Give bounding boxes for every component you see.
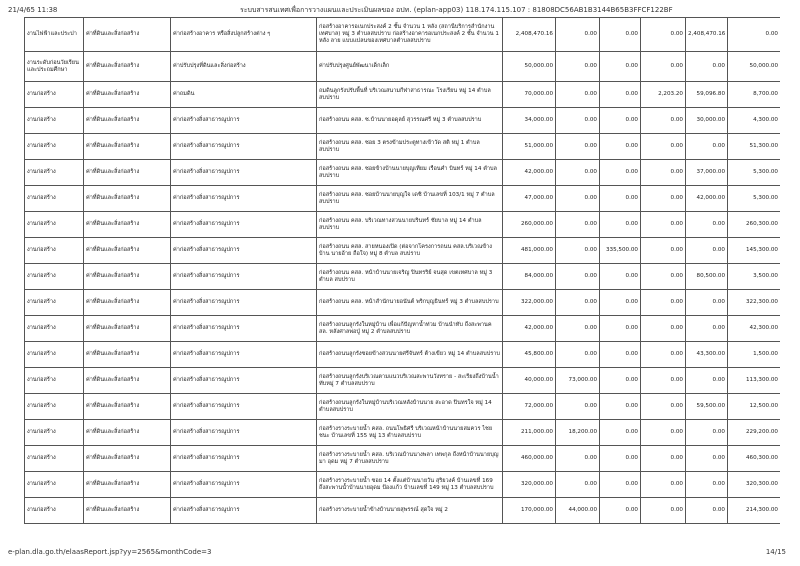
remaining-cell: 3,500.00 [728,264,781,290]
project-description-cell: ก่อสร้างรางระบายน้ำข้างบ้านนายสุพรรณ์ สุดใจ หมู่ 2 [317,498,503,524]
project-description-cell: ก่อสร้างถนน คสล. ซอยบ้านนายบุญใจ เดชิ บ้านเลขที่ 103/1 หมู่ 7 ตำบลสบปราบ [317,186,503,212]
reserved-cell: 2,203.20 [641,82,686,108]
table-row [25,18,781,52]
table-row [25,446,781,472]
transfer-in-cell: 0.00 [556,342,600,368]
expense-category-cell: ค่าที่ดินและสิ่งก่อสร้าง [84,52,171,82]
expense-category-cell: ค่าที่ดินและสิ่งก่อสร้าง [84,134,171,160]
transfer-out-cell: 0.00 [600,498,641,524]
transfer-out-cell: 0.00 [600,290,641,316]
transfer-out-cell: 0.00 [600,160,641,186]
disbursed-cell: 0.00 [686,212,728,238]
reserved-cell: 0.00 [641,52,686,82]
transfer-out-cell: 0.00 [600,446,641,472]
work-plan-cell: งานก่อสร้าง [25,238,84,264]
expense-category-cell: ค่าที่ดินและสิ่งก่อสร้าง [84,368,171,394]
remaining-cell: 1,500.00 [728,342,781,368]
disbursed-cell: 0.00 [686,446,728,472]
project-description-cell: ก่อสร้างถนนลูกรังในหมู่บ้าน เพื่อแก้ปัญหาน้ำท่วม บ้านนำทับ ถึงสะพานคสล. หลังศาลพ่อปู่ หมู่ 2 ตำบลสบปราบ [317,316,503,342]
remaining-cell: 145,300.00 [728,238,781,264]
expense-category-cell: ค่าที่ดินและสิ่งก่อสร้าง [84,264,171,290]
expense-type-cell: ค่าปรับปรุงที่ดินและสิ่งก่อสร้าง [171,52,317,82]
transfer-in-cell: 73,000.00 [556,368,600,394]
budget-amount-cell: 45,800.00 [503,342,556,368]
remaining-cell: 260,300.00 [728,212,781,238]
remaining-cell: 5,300.00 [728,186,781,212]
project-description-cell: ก่อสร้างถนนลูกรังในหมู่บ้านบริเวณหลังบ้านนาย สะอาด ปินทรใจ หมู่ 14 ตำบลสบปราบ [317,394,503,420]
disbursed-cell: 59,096.80 [686,82,728,108]
transfer-out-cell: 0.00 [600,134,641,160]
reserved-cell: 0.00 [641,18,686,52]
remaining-cell: 4,300.00 [728,108,781,134]
expense-type-cell: ค่าก่อสร้างสิ่งสาธารณูปการ [171,160,317,186]
work-plan-cell: งานก่อสร้าง [25,212,84,238]
work-plan-cell: งานก่อสร้าง [25,472,84,498]
budget-amount-cell: 260,000.00 [503,212,556,238]
expense-category-cell: ค่าที่ดินและสิ่งก่อสร้าง [84,290,171,316]
expense-type-cell: ค่าก่อสร้างสิ่งสาธารณูปการ [171,420,317,446]
page-number: 14/15 [765,548,786,556]
project-description-cell: ก่อสร้างถนนลูกรังซอยข้างสวนนายศรีจันทร์ ต้างเขียว หมู่ 14 ตำบลสบปราบ [317,342,503,368]
system-title: ระบบสารสนเทศเพื่อการวางแผนและประเมินผลของ อปท. (eplan-app03) 118.174.115.107 : 81808DC56AB1B3144B65B3FFCF122BF [240,6,673,14]
expense-type-cell: ค่าก่อสร้างสิ่งสาธารณูปการ [171,446,317,472]
transfer-in-cell: 44,000.00 [556,498,600,524]
disbursed-cell: 0.00 [686,316,728,342]
project-description-cell: ก่อสร้างถนน คสล. สายหนองเปิด (ต่อจากโครงการถนน คสล.บริเวณข้างบ้าน นายอ้าย ถือใจ) หมู่ 8 ตำบล สบปราบ [317,238,503,264]
work-plan-cell: งานก่อสร้าง [25,446,84,472]
project-description-cell: ถมดินลูกรังปรับพื้นที่ บริเวณสนามกีฬาสาธารณะ โรงเรียน หมู่ 14 ตำบล สบปราบ [317,82,503,108]
reserved-cell: 0.00 [641,446,686,472]
transfer-out-cell: 0.00 [600,472,641,498]
transfer-out-cell: 0.00 [600,316,641,342]
transfer-in-cell: 0.00 [556,290,600,316]
expense-category-cell: ค่าที่ดินและสิ่งก่อสร้าง [84,420,171,446]
expense-type-cell: ค่าก่อสร้างสิ่งสาธารณูปการ [171,264,317,290]
table-row [25,264,781,290]
page-footer [8,546,786,558]
disbursed-cell: 0.00 [686,368,728,394]
remaining-cell: 322,300.00 [728,290,781,316]
budget-amount-cell: 460,000.00 [503,446,556,472]
transfer-out-cell: 0.00 [600,264,641,290]
transfer-out-cell: 0.00 [600,212,641,238]
project-description-cell: ก่อสร้างถนน คสล. ซอยข้างบ้านนายบุญเทียม เรือนคำ บินทร์ หมู่ 14 ตำบลสบปราบ [317,160,503,186]
remaining-cell: 12,500.00 [728,394,781,420]
work-plan-cell: งานระดับก่อนวัยเรียนและประถมศึกษา [25,52,84,82]
transfer-in-cell: 0.00 [556,18,600,52]
table-row [25,498,781,524]
expense-category-cell: ค่าที่ดินและสิ่งก่อสร้าง [84,108,171,134]
reserved-cell: 0.00 [641,134,686,160]
disbursed-cell: 37,000.00 [686,160,728,186]
transfer-out-cell: 0.00 [600,420,641,446]
transfer-in-cell: 0.00 [556,264,600,290]
budget-amount-cell: 42,000.00 [503,160,556,186]
remaining-cell: 320,300.00 [728,472,781,498]
disbursed-cell: 0.00 [686,472,728,498]
reserved-cell: 0.00 [641,186,686,212]
disbursed-cell: 43,300.00 [686,342,728,368]
expense-type-cell: ค่าก่อสร้างสิ่งสาธารณูปการ [171,108,317,134]
remaining-cell: 214,300.00 [728,498,781,524]
expense-category-cell: ค่าที่ดินและสิ่งก่อสร้าง [84,316,171,342]
transfer-out-cell: 0.00 [600,108,641,134]
expense-type-cell: ค่าก่อสร้างสิ่งสาธารณูปการ [171,238,317,264]
transfer-out-cell: 0.00 [600,342,641,368]
expense-category-cell: ค่าที่ดินและสิ่งก่อสร้าง [84,238,171,264]
transfer-in-cell: 0.00 [556,394,600,420]
transfer-in-cell: 0.00 [556,52,600,82]
reserved-cell: 0.00 [641,212,686,238]
table-row [25,290,781,316]
budget-amount-cell: 2,408,470.16 [503,18,556,52]
work-plan-cell: งานก่อสร้าง [25,368,84,394]
remaining-cell: 50,000.00 [728,52,781,82]
budget-amount-cell: 51,000.00 [503,134,556,160]
print-datetime: 21/4/65 11:38 [8,6,58,14]
table-row [25,160,781,186]
project-description-cell: ค่าปรับปรุงศูนย์พัฒนาเด็กเล็ก [317,52,503,82]
expense-category-cell: ค่าที่ดินและสิ่งก่อสร้าง [84,82,171,108]
disbursed-cell: 0.00 [686,134,728,160]
project-description-cell: ก่อสร้างถนน คสล. หน้าบ้านนายเจริญ ปินทรริย์ จนสุด เขตเทศบาล หมู่ 3 ตำบล สบปราบ [317,264,503,290]
work-plan-cell: งานก่อสร้าง [25,316,84,342]
project-description-cell: ก่อสร้างอาคารอเนกประสงค์ 2 ชั้น จำนวน 1 หลัง (สถานีบริการสำนักงานเทศบาล) หมู่ 3 ตำบลสบปราบ ก่อสร้างอาคารอเนกประสงค์ 2 ชั้น จำนวน 1 หลัง ลาย แบบแปลนของเทศบาลตำบลสบปราบ [317,18,503,52]
report-table-container [24,17,780,544]
budget-amount-cell: 211,000.00 [503,420,556,446]
transfer-in-cell: 0.00 [556,108,600,134]
table-row [25,212,781,238]
expense-category-cell: ค่าที่ดินและสิ่งก่อสร้าง [84,18,171,52]
table-body [25,18,781,524]
budget-amount-cell: 84,000.00 [503,264,556,290]
expense-type-cell: ค่าก่อสร้างสิ่งสาธารณูปการ [171,316,317,342]
work-plan-cell: งานก่อสร้าง [25,264,84,290]
reserved-cell: 0.00 [641,290,686,316]
transfer-in-cell: 0.00 [556,316,600,342]
work-plan-cell: งานก่อสร้าง [25,498,84,524]
project-description-cell: ก่อสร้างถนน คสล. ซ.บ้านนายอดุลย์ สุวรรณศรี หมู่ 3 ตำบลสบปราบ [317,108,503,134]
disbursed-cell: 0.00 [686,238,728,264]
remaining-cell: 51,300.00 [728,134,781,160]
expense-type-cell: ค่าก่อสร้างสิ่งสาธารณูปการ [171,368,317,394]
transfer-in-cell: 0.00 [556,186,600,212]
work-plan-cell: งานก่อสร้าง [25,82,84,108]
expense-type-cell: ค่าก่อสร้างสิ่งสาธารณูปการ [171,342,317,368]
reserved-cell: 0.00 [641,498,686,524]
page-url: e-plan.dla.go.th/elaasReport.jsp?yy=2565&monthCode=3 [8,548,212,556]
expense-category-cell: ค่าที่ดินและสิ่งก่อสร้าง [84,186,171,212]
table-row [25,108,781,134]
expense-category-cell: ค่าที่ดินและสิ่งก่อสร้าง [84,342,171,368]
remaining-cell: 113,300.00 [728,368,781,394]
work-plan-cell: งานก่อสร้าง [25,108,84,134]
remaining-cell: 42,300.00 [728,316,781,342]
expense-type-cell: ค่าก่อสร้างสิ่งสาธารณูปการ [171,472,317,498]
remaining-cell: 460,300.00 [728,446,781,472]
reserved-cell: 0.00 [641,238,686,264]
disbursed-cell: 42,000.00 [686,186,728,212]
expense-type-cell: ค่าก่อสร้างสิ่งสาธารณูปการ [171,290,317,316]
expense-category-cell: ค่าที่ดินและสิ่งก่อสร้าง [84,446,171,472]
table-row [25,420,781,446]
budget-amount-cell: 47,000.00 [503,186,556,212]
transfer-out-cell: 0.00 [600,18,641,52]
budget-amount-cell: 322,000.00 [503,290,556,316]
work-plan-cell: งานไฟฟ้าและประปา [25,18,84,52]
disbursed-cell: 80,500.00 [686,264,728,290]
transfer-in-cell: 0.00 [556,446,600,472]
transfer-in-cell: 0.00 [556,134,600,160]
budget-amount-cell: 50,000.00 [503,52,556,82]
table-row [25,134,781,160]
expense-type-cell: ค่าถมดิน [171,82,317,108]
table-row [25,238,781,264]
transfer-in-cell: 0.00 [556,82,600,108]
budget-amount-cell: 320,000.00 [503,472,556,498]
table-row [25,52,781,82]
remaining-cell: 5,300.00 [728,160,781,186]
work-plan-cell: งานก่อสร้าง [25,420,84,446]
expense-type-cell: ค่าก่อสร้างสิ่งสาธารณูปการ [171,498,317,524]
disbursed-cell: 0.00 [686,420,728,446]
table-row [25,472,781,498]
reserved-cell: 0.00 [641,368,686,394]
work-plan-cell: งานก่อสร้าง [25,186,84,212]
disbursed-cell: 2,408,470.16 [686,18,728,52]
table-row [25,394,781,420]
expense-type-cell: ค่าก่อสร้างอาคาร หรือสิ่งปลูกสร้างต่าง ๆ [171,18,317,52]
reserved-cell: 0.00 [641,342,686,368]
remaining-cell: 8,700.00 [728,82,781,108]
table-row [25,342,781,368]
expense-type-cell: ค่าก่อสร้างสิ่งสาธารณูปการ [171,212,317,238]
expense-category-cell: ค่าที่ดินและสิ่งก่อสร้าง [84,498,171,524]
transfer-out-cell: 0.00 [600,368,641,394]
project-description-cell: ก่อสร้างรางระบายน้ำ ซอย 14 ตั้งแต่บ้านนายวัน สุริยวงค์ บ้านเลขที่ 169 ถึงสะพานน้ำบ้านนายอุดม ป้องแก้ว บ้านเลขที่ 149 หมู่ 13 ตำบลสบปราบ [317,472,503,498]
transfer-in-cell: 0.00 [556,212,600,238]
reserved-cell: 0.00 [641,394,686,420]
project-description-cell: ก่อสร้างรางระบายน้ำ คสล. ถนนโพธิศรี บริเวณหน้าบ้านนายสมควร ไชยชนะ บ้านเลขที่ 155 หมู่ 13 ตำบลสบปราบ [317,420,503,446]
transfer-in-cell: 0.00 [556,160,600,186]
transfer-out-cell: 0.00 [600,394,641,420]
reserved-cell: 0.00 [641,472,686,498]
disbursed-cell: 0.00 [686,498,728,524]
transfer-in-cell: 0.00 [556,238,600,264]
reserved-cell: 0.00 [641,264,686,290]
budget-amount-cell: 34,000.00 [503,108,556,134]
expense-category-cell: ค่าที่ดินและสิ่งก่อสร้าง [84,212,171,238]
work-plan-cell: งานก่อสร้าง [25,134,84,160]
table-row [25,82,781,108]
project-description-cell: ก่อสร้างรางระบายน้ำ คสล. บริเวณบ้านนางพลา เทพกุล ถึงหน้าบ้านนายบุญมา อุดม หมู่ 7 ตำบลสบปราบ [317,446,503,472]
table-row [25,186,781,212]
project-description-cell: ก่อสร้างถนน คสล. ซอย 3 ตรงข้ามประตูทางเข้าวัด สติ หมู่ 1 ตำบลสบปราบ [317,134,503,160]
work-plan-cell: งานก่อสร้าง [25,160,84,186]
work-plan-cell: งานก่อสร้าง [25,290,84,316]
work-plan-cell: งานก่อสร้าง [25,394,84,420]
expense-category-cell: ค่าที่ดินและสิ่งก่อสร้าง [84,394,171,420]
budget-report-table [24,17,780,524]
project-description-cell: ก่อสร้างถนนลูกรังบริเวณตามแนวบริเวณสะพานวังทราย - สะเรียงถึงบ้านน้ำทับหมู่ 7 ตำบลสบปราบ [317,368,503,394]
table-row [25,368,781,394]
transfer-out-cell: 0.00 [600,186,641,212]
budget-amount-cell: 170,000.00 [503,498,556,524]
expense-type-cell: ค่าก่อสร้างสิ่งสาธารณูปการ [171,134,317,160]
table-row [25,316,781,342]
budget-amount-cell: 481,000.00 [503,238,556,264]
disbursed-cell: 0.00 [686,290,728,316]
transfer-in-cell: 0.00 [556,472,600,498]
reserved-cell: 0.00 [641,160,686,186]
expense-type-cell: ค่าก่อสร้างสิ่งสาธารณูปการ [171,394,317,420]
reserved-cell: 0.00 [641,108,686,134]
reserved-cell: 0.00 [641,420,686,446]
budget-amount-cell: 42,000.00 [503,316,556,342]
budget-amount-cell: 40,000.00 [503,368,556,394]
expense-category-cell: ค่าที่ดินและสิ่งก่อสร้าง [84,472,171,498]
remaining-cell: 0.00 [728,18,781,52]
project-description-cell: ก่อสร้างถนน คสล. หน้าสำนักนายอนันต์ พริกบุญธินทร์ หมู่ 3 ตำบลสบปราบ [317,290,503,316]
expense-category-cell: ค่าที่ดินและสิ่งก่อสร้าง [84,160,171,186]
transfer-in-cell: 18,200.00 [556,420,600,446]
transfer-out-cell: 0.00 [600,52,641,82]
page-header [8,4,792,16]
disbursed-cell: 30,000.00 [686,108,728,134]
work-plan-cell: งานก่อสร้าง [25,342,84,368]
budget-amount-cell: 70,000.00 [503,82,556,108]
project-description-cell: ก่อสร้างถนน คสล. บริเวณทางสวนนายบรินทร์ ชัยบาล หมู่ 14 ตำบลสบปราบ [317,212,503,238]
budget-amount-cell: 72,000.00 [503,394,556,420]
transfer-out-cell: 335,500.00 [600,238,641,264]
reserved-cell: 0.00 [641,316,686,342]
transfer-out-cell: 0.00 [600,82,641,108]
expense-type-cell: ค่าก่อสร้างสิ่งสาธารณูปการ [171,186,317,212]
disbursed-cell: 0.00 [686,52,728,82]
remaining-cell: 229,200.00 [728,420,781,446]
disbursed-cell: 59,500.00 [686,394,728,420]
